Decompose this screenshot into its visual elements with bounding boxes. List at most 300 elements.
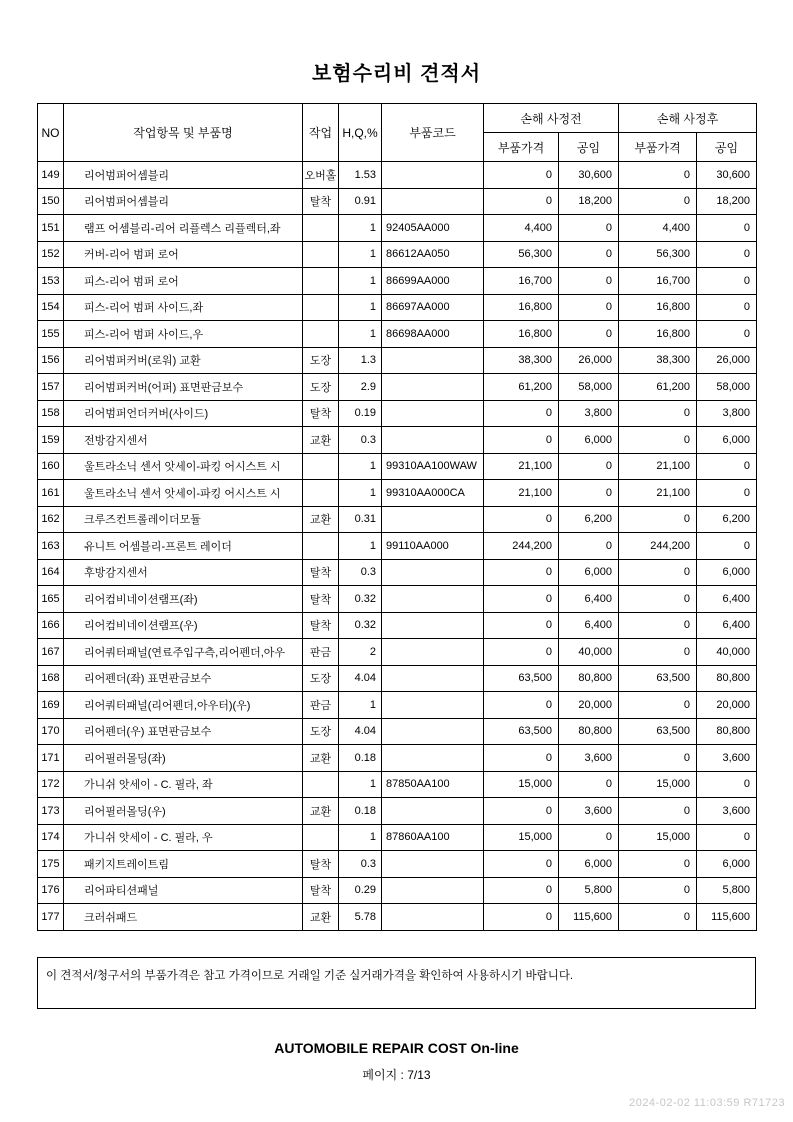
cell-after-labor: 0 <box>697 771 757 798</box>
cell-after-part-price: 0 <box>619 612 697 639</box>
cell-hq-percent: 0.91 <box>339 188 382 215</box>
cell-part-code: 87860AA100 <box>382 824 484 851</box>
cell-work-type <box>303 294 339 321</box>
cell-part-code: 92405AA000 <box>382 215 484 242</box>
cell-hq-percent: 0.32 <box>339 586 382 613</box>
cell-hq-percent: 1 <box>339 268 382 295</box>
cell-no: 164 <box>38 559 64 586</box>
cell-part-code <box>382 559 484 586</box>
table-row <box>38 692 757 719</box>
cell-part-code <box>382 904 484 931</box>
header-after-part-price: 부품가격 <box>619 133 697 162</box>
cell-no: 156 <box>38 347 64 374</box>
cell-before-labor: 80,800 <box>559 718 619 745</box>
cell-work-type: 교환 <box>303 904 339 931</box>
cell-item-name: 울트라소닉 센서 앗세이-파킹 어시스트 시 <box>64 453 303 480</box>
cell-after-labor: 26,000 <box>697 347 757 374</box>
cell-hq-percent: 0.3 <box>339 559 382 586</box>
cell-item-name: 피스-리어 범퍼 사이드,좌 <box>64 294 303 321</box>
cell-no: 151 <box>38 215 64 242</box>
cell-item-name: 패키지트레이트림 <box>64 851 303 878</box>
cell-work-type: 도장 <box>303 374 339 401</box>
cell-after-part-price: 0 <box>619 162 697 189</box>
cell-no: 169 <box>38 692 64 719</box>
cell-item-name: 리어쿼터패널(리어펜더,아우터)(우) <box>64 692 303 719</box>
cell-item-name: 피스-리어 범퍼 사이드,우 <box>64 321 303 348</box>
cell-hq-percent: 1 <box>339 533 382 560</box>
table-row <box>38 612 757 639</box>
cell-hq-percent: 1 <box>339 241 382 268</box>
cell-part-code <box>382 612 484 639</box>
cell-after-labor: 0 <box>697 824 757 851</box>
cell-after-labor: 0 <box>697 215 757 242</box>
cell-after-part-price: 21,100 <box>619 453 697 480</box>
cell-after-part-price: 16,800 <box>619 294 697 321</box>
cell-before-labor: 0 <box>559 241 619 268</box>
cell-after-part-price: 0 <box>619 877 697 904</box>
cell-after-part-price: 0 <box>619 904 697 931</box>
cell-hq-percent: 1 <box>339 692 382 719</box>
cell-no: 152 <box>38 241 64 268</box>
cell-before-part-price: 0 <box>484 586 559 613</box>
cell-part-code <box>382 851 484 878</box>
cell-before-part-price: 0 <box>484 506 559 533</box>
table-row <box>38 771 757 798</box>
cell-no: 160 <box>38 453 64 480</box>
cell-no: 173 <box>38 798 64 825</box>
cell-after-part-price: 16,700 <box>619 268 697 295</box>
cell-part-code: 86612AA050 <box>382 241 484 268</box>
cell-item-name: 가니쉬 앗세이 - C. 필라, 좌 <box>64 771 303 798</box>
cell-no: 158 <box>38 400 64 427</box>
cell-before-part-price: 0 <box>484 612 559 639</box>
cell-after-labor: 58,000 <box>697 374 757 401</box>
header-part-code: 부품코드 <box>382 104 484 162</box>
cell-before-part-price: 16,800 <box>484 321 559 348</box>
notice-box <box>37 957 756 1009</box>
cell-before-part-price: 0 <box>484 877 559 904</box>
cell-after-labor: 80,800 <box>697 665 757 692</box>
cell-item-name: 리어펜더(좌) 표면판금보수 <box>64 665 303 692</box>
cell-item-name: 리어필러몰딩(우) <box>64 798 303 825</box>
table-row <box>38 453 757 480</box>
cell-work-type: 도장 <box>303 347 339 374</box>
cell-item-name: 리어범퍼커버(로워) 교환 <box>64 347 303 374</box>
cell-no: 166 <box>38 612 64 639</box>
cell-hq-percent: 1.53 <box>339 162 382 189</box>
table-row <box>38 665 757 692</box>
cell-after-part-price: 244,200 <box>619 533 697 560</box>
cell-after-labor: 5,800 <box>697 877 757 904</box>
cell-hq-percent: 1 <box>339 321 382 348</box>
cell-item-name: 리어컴비네이션램프(좌) <box>64 586 303 613</box>
header-after-assessment: 손해 사정후 <box>619 104 757 133</box>
cell-before-part-price: 0 <box>484 427 559 454</box>
cell-before-labor: 6,000 <box>559 427 619 454</box>
table-row <box>38 824 757 851</box>
cell-item-name: 크루즈컨트롤레이더모듈 <box>64 506 303 533</box>
cell-before-part-price: 4,400 <box>484 215 559 242</box>
cell-before-part-price: 0 <box>484 745 559 772</box>
header-work-type: 작업 <box>303 104 339 162</box>
cell-before-labor: 115,600 <box>559 904 619 931</box>
cell-before-labor: 0 <box>559 268 619 295</box>
cell-after-labor: 0 <box>697 321 757 348</box>
cell-work-type: 도장 <box>303 718 339 745</box>
cell-before-part-price: 56,300 <box>484 241 559 268</box>
cell-no: 163 <box>38 533 64 560</box>
cell-hq-percent: 0.3 <box>339 851 382 878</box>
cell-work-type: 판금 <box>303 692 339 719</box>
table-row <box>38 188 757 215</box>
cell-before-part-price: 63,500 <box>484 718 559 745</box>
cell-before-part-price: 0 <box>484 851 559 878</box>
cell-after-labor: 30,600 <box>697 162 757 189</box>
cell-before-part-price: 0 <box>484 559 559 586</box>
table-body <box>38 162 757 931</box>
cell-work-type <box>303 824 339 851</box>
cell-item-name: 리어쿼터패널(연료주입구측,리어펜더,아우 <box>64 639 303 666</box>
table-row <box>38 241 757 268</box>
cell-before-part-price: 21,100 <box>484 480 559 507</box>
cell-item-name: 리어범퍼어셈블리 <box>64 188 303 215</box>
cell-after-part-price: 15,000 <box>619 824 697 851</box>
table-row <box>38 533 757 560</box>
cell-before-part-price: 21,100 <box>484 453 559 480</box>
table-row <box>38 851 757 878</box>
cell-item-name: 램프 어셈블리-리어 리플렉스 리플렉터,좌 <box>64 215 303 242</box>
cell-work-type: 탈착 <box>303 586 339 613</box>
cell-after-labor: 6,400 <box>697 612 757 639</box>
cell-work-type: 도장 <box>303 665 339 692</box>
cell-no: 170 <box>38 718 64 745</box>
cell-no: 165 <box>38 586 64 613</box>
cell-after-labor: 0 <box>697 533 757 560</box>
table-row <box>38 268 757 295</box>
timestamp-watermark: 2024-02-02 11:03:59 R71723 <box>629 1097 785 1109</box>
cell-after-part-price: 0 <box>619 427 697 454</box>
table-row <box>38 400 757 427</box>
cell-after-part-price: 15,000 <box>619 771 697 798</box>
cell-item-name: 커버-리어 범퍼 로어 <box>64 241 303 268</box>
cell-after-part-price: 63,500 <box>619 718 697 745</box>
table-row <box>38 347 757 374</box>
table-row <box>38 877 757 904</box>
cell-no: 149 <box>38 162 64 189</box>
cell-after-part-price: 0 <box>619 851 697 878</box>
cell-no: 174 <box>38 824 64 851</box>
cell-after-labor: 0 <box>697 268 757 295</box>
cell-no: 171 <box>38 745 64 772</box>
cell-before-labor: 30,600 <box>559 162 619 189</box>
table-row <box>38 559 757 586</box>
cell-before-labor: 0 <box>559 215 619 242</box>
cell-before-labor: 6,000 <box>559 851 619 878</box>
cell-before-part-price: 0 <box>484 188 559 215</box>
table-row <box>38 798 757 825</box>
cell-hq-percent: 1 <box>339 824 382 851</box>
cell-before-part-price: 0 <box>484 904 559 931</box>
cell-work-type: 교환 <box>303 427 339 454</box>
cell-before-part-price: 0 <box>484 162 559 189</box>
cell-before-labor: 0 <box>559 480 619 507</box>
cell-before-part-price: 0 <box>484 400 559 427</box>
cell-after-labor: 6,000 <box>697 851 757 878</box>
cell-before-labor: 3,600 <box>559 798 619 825</box>
cell-part-code <box>382 586 484 613</box>
cell-item-name: 울트라소닉 센서 앗세이-파킹 어시스트 시 <box>64 480 303 507</box>
page-indicator: 페이지 : 7/13 <box>362 1068 431 1082</box>
cell-work-type: 탈착 <box>303 188 339 215</box>
cell-before-part-price: 16,700 <box>484 268 559 295</box>
cell-after-labor: 6,400 <box>697 586 757 613</box>
cell-hq-percent: 0.3 <box>339 427 382 454</box>
cell-no: 155 <box>38 321 64 348</box>
cell-part-code: 87850AA100 <box>382 771 484 798</box>
cell-item-name: 리어범퍼커버(어퍼) 표면판금보수 <box>64 374 303 401</box>
cell-before-labor: 6,200 <box>559 506 619 533</box>
cell-part-code: 99310AA000CA <box>382 480 484 507</box>
cell-before-labor: 3,600 <box>559 745 619 772</box>
cell-after-labor: 80,800 <box>697 718 757 745</box>
cell-before-labor: 6,400 <box>559 586 619 613</box>
cell-after-labor: 6,000 <box>697 427 757 454</box>
cell-part-code <box>382 718 484 745</box>
table-row <box>38 215 757 242</box>
cell-item-name: 리어컴비네이션램프(우) <box>64 612 303 639</box>
cell-after-labor: 3,800 <box>697 400 757 427</box>
cell-work-type <box>303 480 339 507</box>
cell-before-labor: 26,000 <box>559 347 619 374</box>
cell-part-code <box>382 188 484 215</box>
cell-after-part-price: 0 <box>619 586 697 613</box>
cell-no: 153 <box>38 268 64 295</box>
cell-after-labor: 6,200 <box>697 506 757 533</box>
cell-hq-percent: 0.19 <box>339 400 382 427</box>
table-row <box>38 427 757 454</box>
cell-no: 150 <box>38 188 64 215</box>
cell-before-part-price: 61,200 <box>484 374 559 401</box>
cell-after-part-price: 0 <box>619 559 697 586</box>
cell-work-type <box>303 321 339 348</box>
cell-hq-percent: 1 <box>339 294 382 321</box>
cell-item-name: 피스-리어 범퍼 로어 <box>64 268 303 295</box>
cell-work-type <box>303 241 339 268</box>
cell-part-code <box>382 798 484 825</box>
cell-after-part-price: 56,300 <box>619 241 697 268</box>
cell-before-part-price: 15,000 <box>484 824 559 851</box>
cell-after-labor: 3,600 <box>697 798 757 825</box>
cell-before-labor: 0 <box>559 771 619 798</box>
table-row <box>38 321 757 348</box>
cell-after-part-price: 0 <box>619 188 697 215</box>
table-row <box>38 506 757 533</box>
cell-before-labor: 0 <box>559 533 619 560</box>
cell-no: 161 <box>38 480 64 507</box>
cell-no: 177 <box>38 904 64 931</box>
cell-before-labor: 80,800 <box>559 665 619 692</box>
cell-after-labor: 6,000 <box>697 559 757 586</box>
cell-before-labor: 6,000 <box>559 559 619 586</box>
header-item-name: 작업항목 및 부품명 <box>64 104 303 162</box>
cell-work-type: 교환 <box>303 798 339 825</box>
cell-no: 168 <box>38 665 64 692</box>
cell-after-labor: 18,200 <box>697 188 757 215</box>
cell-before-part-price: 0 <box>484 798 559 825</box>
cell-no: 154 <box>38 294 64 321</box>
cell-part-code <box>382 427 484 454</box>
cell-hq-percent: 4.04 <box>339 665 382 692</box>
cell-work-type: 오버홀 <box>303 162 339 189</box>
header-hq-percent: H,Q,% <box>339 104 382 162</box>
table-row <box>38 718 757 745</box>
repair-estimate-table <box>37 103 757 931</box>
header-before-part-price: 부품가격 <box>484 133 559 162</box>
cell-no: 159 <box>38 427 64 454</box>
cell-before-part-price: 15,000 <box>484 771 559 798</box>
cell-work-type: 탈착 <box>303 877 339 904</box>
cell-part-code <box>382 745 484 772</box>
cell-hq-percent: 0.32 <box>339 612 382 639</box>
cell-before-labor: 5,800 <box>559 877 619 904</box>
table-row <box>38 904 757 931</box>
cell-hq-percent: 1 <box>339 480 382 507</box>
cell-item-name: 리어파티션패널 <box>64 877 303 904</box>
cell-work-type: 판금 <box>303 639 339 666</box>
cell-item-name: 전방감지센서 <box>64 427 303 454</box>
cell-hq-percent: 0.18 <box>339 745 382 772</box>
cell-part-code <box>382 639 484 666</box>
cell-after-labor: 0 <box>697 241 757 268</box>
cell-part-code <box>382 877 484 904</box>
cell-work-type: 교환 <box>303 506 339 533</box>
cell-no: 167 <box>38 639 64 666</box>
cell-hq-percent: 0.31 <box>339 506 382 533</box>
cell-before-part-price: 63,500 <box>484 665 559 692</box>
table-row <box>38 294 757 321</box>
cell-after-labor: 0 <box>697 453 757 480</box>
cell-after-part-price: 63,500 <box>619 665 697 692</box>
cell-after-part-price: 0 <box>619 692 697 719</box>
cell-before-part-price: 16,800 <box>484 294 559 321</box>
header-no: NO <box>38 104 64 162</box>
cell-after-labor: 0 <box>697 294 757 321</box>
cell-after-labor: 0 <box>697 480 757 507</box>
cell-before-labor: 6,400 <box>559 612 619 639</box>
cell-part-code: 99310AA100WAW <box>382 453 484 480</box>
cell-hq-percent: 4.04 <box>339 718 382 745</box>
table-row <box>38 586 757 613</box>
cell-after-part-price: 0 <box>619 745 697 772</box>
cell-part-code <box>382 692 484 719</box>
cell-no: 157 <box>38 374 64 401</box>
cell-after-labor: 3,600 <box>697 745 757 772</box>
header-before-assessment: 손해 사정전 <box>484 104 619 133</box>
cell-hq-percent: 1 <box>339 771 382 798</box>
cell-work-type: 탈착 <box>303 559 339 586</box>
cell-before-labor: 0 <box>559 294 619 321</box>
cell-after-part-price: 38,300 <box>619 347 697 374</box>
cell-after-part-price: 4,400 <box>619 215 697 242</box>
table-row <box>38 745 757 772</box>
cell-after-labor: 40,000 <box>697 639 757 666</box>
cell-work-type <box>303 268 339 295</box>
cell-work-type: 교환 <box>303 745 339 772</box>
cell-no: 162 <box>38 506 64 533</box>
notice-text: 이 견적서/청구서의 부품가격은 참고 가격이므로 거래일 기준 실거래가격을 확인하여 사용하시기 바랍니다. <box>46 970 574 982</box>
cell-before-labor: 0 <box>559 453 619 480</box>
cell-part-code <box>382 374 484 401</box>
cell-part-code <box>382 665 484 692</box>
cell-hq-percent: 2 <box>339 639 382 666</box>
cell-item-name: 리어범퍼언더커버(사이드) <box>64 400 303 427</box>
cell-part-code <box>382 347 484 374</box>
cell-before-labor: 40,000 <box>559 639 619 666</box>
cell-before-labor: 0 <box>559 824 619 851</box>
table-row <box>38 480 757 507</box>
page-title: 보험수리비 견적서 <box>311 63 482 85</box>
brand-title: AUTOMOBILE REPAIR COST On-line <box>274 1040 519 1056</box>
cell-part-code: 86699AA000 <box>382 268 484 295</box>
cell-work-type <box>303 215 339 242</box>
cell-hq-percent: 1.3 <box>339 347 382 374</box>
cell-hq-percent: 1 <box>339 215 382 242</box>
cell-before-labor: 58,000 <box>559 374 619 401</box>
cell-after-part-price: 0 <box>619 506 697 533</box>
cell-work-type <box>303 771 339 798</box>
cell-hq-percent: 2.9 <box>339 374 382 401</box>
cell-item-name: 가니쉬 앗세이 - C. 필라, 우 <box>64 824 303 851</box>
cell-hq-percent: 5.78 <box>339 904 382 931</box>
header-before-labor: 공임 <box>559 133 619 162</box>
cell-after-part-price: 0 <box>619 798 697 825</box>
cell-before-part-price: 38,300 <box>484 347 559 374</box>
cell-before-labor: 20,000 <box>559 692 619 719</box>
cell-no: 172 <box>38 771 64 798</box>
cell-part-code <box>382 506 484 533</box>
table-row <box>38 162 757 189</box>
cell-before-labor: 18,200 <box>559 188 619 215</box>
cell-before-part-price: 0 <box>484 692 559 719</box>
cell-no: 176 <box>38 877 64 904</box>
header-after-labor: 공임 <box>697 133 757 162</box>
cell-work-type <box>303 533 339 560</box>
cell-no: 175 <box>38 851 64 878</box>
cell-after-part-price: 0 <box>619 400 697 427</box>
cell-hq-percent: 1 <box>339 453 382 480</box>
cell-item-name: 리어범퍼어셈블리 <box>64 162 303 189</box>
cell-after-part-price: 21,100 <box>619 480 697 507</box>
cell-item-name: 리어펜더(우) 표면판금보수 <box>64 718 303 745</box>
cell-part-code: 99110AA000 <box>382 533 484 560</box>
table-row <box>38 374 757 401</box>
cell-item-name: 유니트 어셈블리-프론트 레이더 <box>64 533 303 560</box>
cell-before-labor: 0 <box>559 321 619 348</box>
cell-work-type: 탈착 <box>303 851 339 878</box>
cell-item-name: 리어필러몰딩(좌) <box>64 745 303 772</box>
cell-after-labor: 20,000 <box>697 692 757 719</box>
cell-after-part-price: 61,200 <box>619 374 697 401</box>
cell-hq-percent: 0.29 <box>339 877 382 904</box>
table-row <box>38 639 757 666</box>
cell-item-name: 크러쉬패드 <box>64 904 303 931</box>
cell-part-code: 86698AA000 <box>382 321 484 348</box>
cell-before-part-price: 244,200 <box>484 533 559 560</box>
cell-before-labor: 3,800 <box>559 400 619 427</box>
cell-before-part-price: 0 <box>484 639 559 666</box>
cell-after-part-price: 0 <box>619 639 697 666</box>
cell-part-code <box>382 162 484 189</box>
